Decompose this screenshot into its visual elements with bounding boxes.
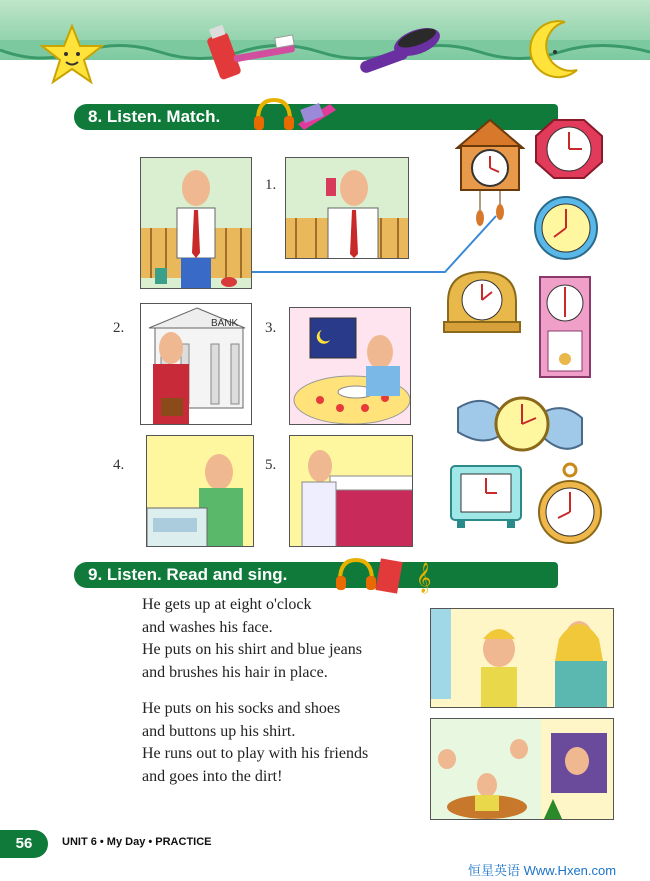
picture-washing-face — [146, 435, 254, 547]
alarm-clock-icon — [447, 460, 525, 530]
picture-brushing-hair-mother — [430, 608, 614, 708]
wristwatch-icon — [454, 388, 586, 458]
picture-getting-up — [289, 435, 413, 547]
number-5: 5. — [265, 457, 277, 473]
song-line: and goes into the dirt! — [142, 767, 283, 785]
song-line: and washes his face. — [142, 618, 273, 636]
number-1: 1. — [265, 177, 277, 193]
section-8-title: 8. Listen. Match. — [88, 107, 221, 126]
page-number: 56 — [0, 830, 48, 858]
picture-eating-breakfast — [289, 307, 411, 425]
picture-getting-dressed — [140, 157, 252, 289]
song-line: He gets up at eight o'clock — [142, 596, 312, 613]
section-9-header — [74, 562, 558, 588]
number-3: 3. — [265, 320, 277, 336]
headphones-book-music-icon — [332, 552, 442, 596]
moon-icon — [525, 18, 585, 80]
picture-bank — [140, 303, 252, 425]
cuckoo-clock-icon — [455, 118, 525, 228]
bank-sign: BANK — [211, 318, 239, 329]
watermark: 恒星英语 Www.Hxen.com — [468, 863, 617, 878]
svg-text:𝄞: 𝄞 — [416, 563, 432, 593]
picture-playing-in-dirt — [430, 718, 614, 820]
song-stanza-2 — [142, 698, 368, 788]
song-line: He puts on his socks and shoes — [142, 700, 341, 717]
octagon-clock-icon — [534, 118, 604, 180]
number-2: 2. — [113, 320, 125, 336]
headphones-pencil-icon — [250, 94, 340, 134]
song-line: He runs out to play with his friends — [142, 745, 369, 762]
section-9-title: 9. Listen. Read and sing. — [88, 565, 288, 584]
toothbrush-toothpaste-icon — [205, 22, 300, 82]
number-4: 4. — [113, 457, 125, 473]
mantel-clock-icon — [442, 268, 522, 334]
grandfather-clock-icon — [530, 275, 600, 380]
pocket-watch-icon — [536, 462, 604, 546]
song-line: and brushes his hair in place. — [142, 663, 328, 681]
song-stanza-1 — [142, 594, 362, 684]
hairbrush-icon — [355, 22, 445, 82]
song-line: He puts on his shirt and blue jeans — [142, 641, 362, 658]
unit-label: UNIT 6 • My Day • PRACTICE — [62, 836, 212, 848]
star-icon — [38, 24, 106, 86]
round-clock-icon — [530, 195, 602, 261]
song-line: and buttons up his shirt. — [142, 722, 296, 740]
